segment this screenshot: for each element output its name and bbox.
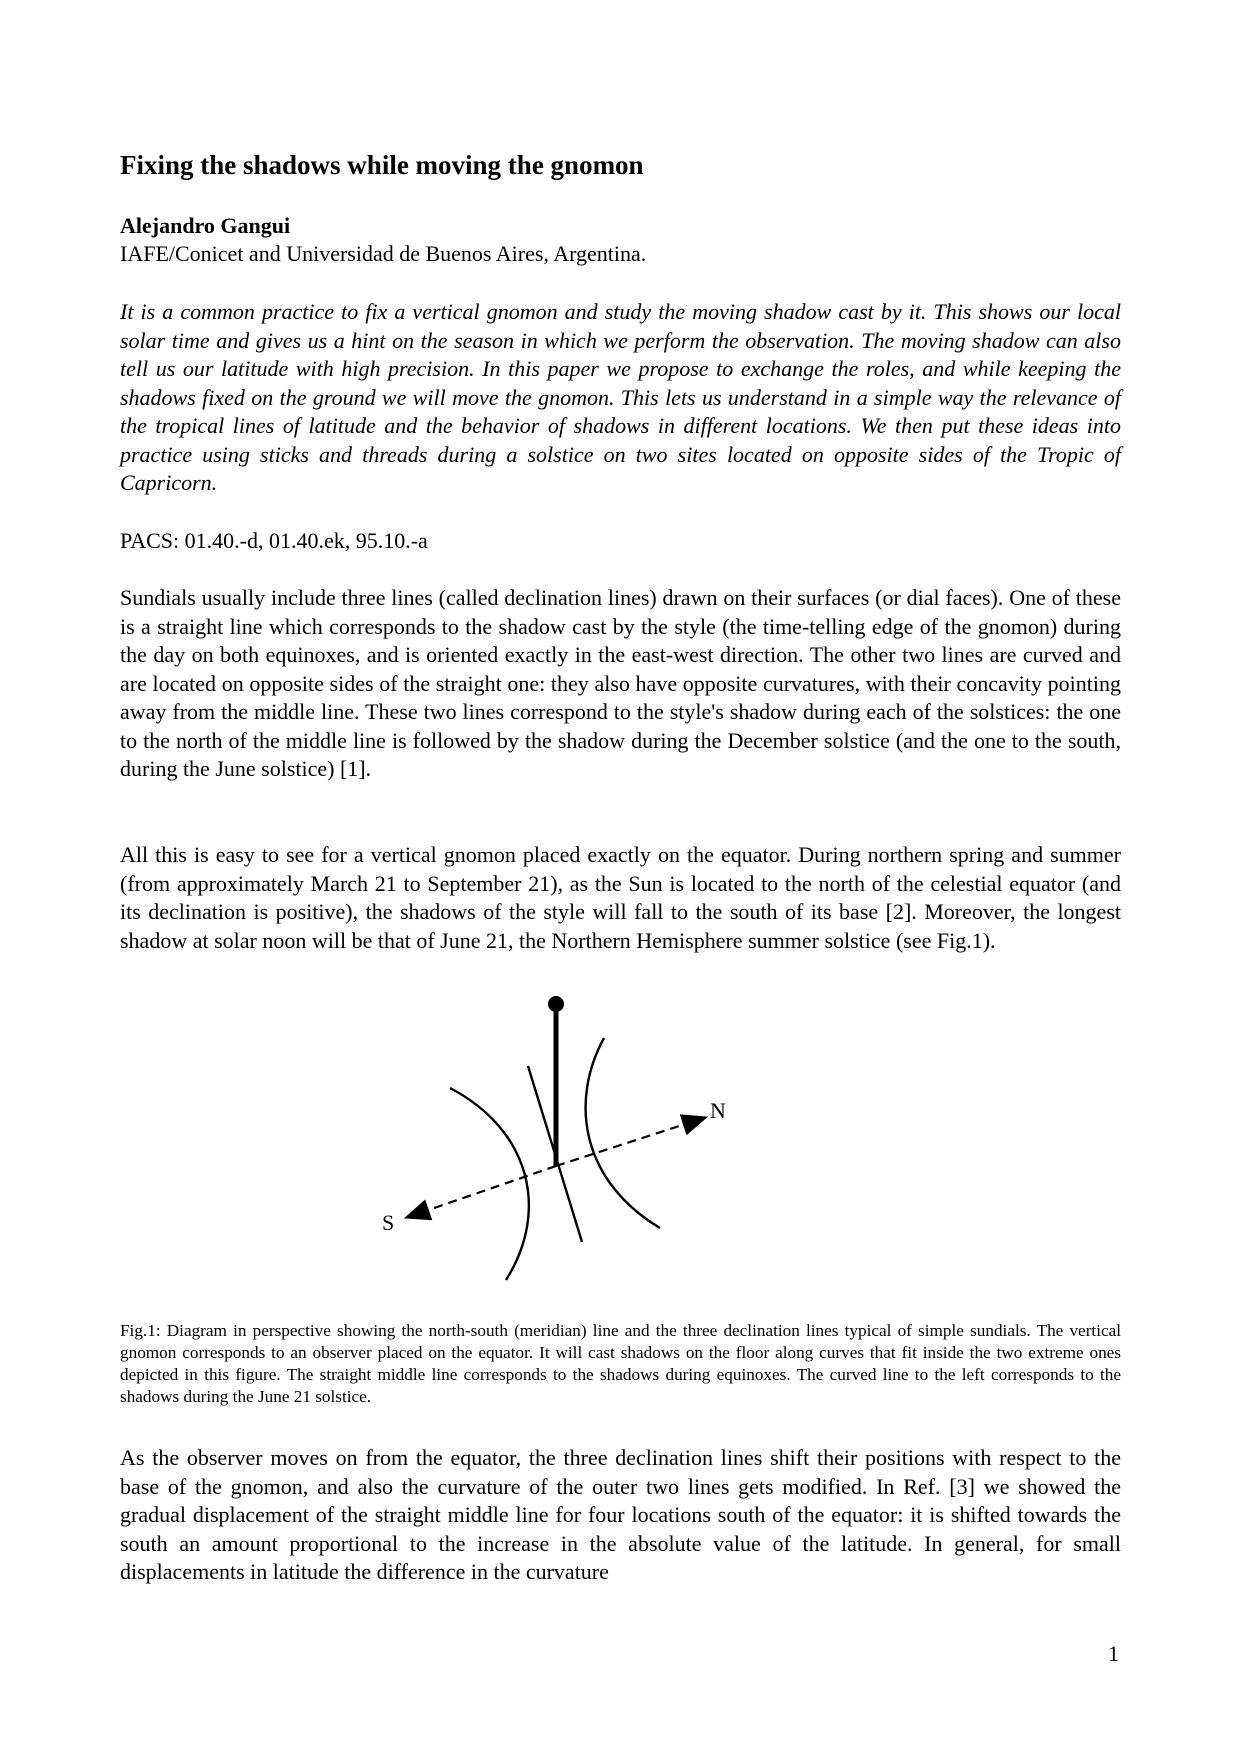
body-paragraph-2: All this is easy to see for a vertical gnomon placed exactly on the equator. During northern spring and summer (from approximately March 21 to September 21), as the Sun is located to the north of the celestial equator (and its declination is positive), the shadows of the style will fall to the south of its base [2]. Moreover, the longest shadow at solar noon will be that of June 21, the Northern Hemisphere summer solstice (see Fig.1). xyxy=(120,842,1121,953)
figure-1-caption: Fig.1: Diagram in perspective showing the north-south (meridian) line and the three declination lines typical of simple sundials. The vertical gnomon corresponds to an observer placed on the equator. It will cast shadows on the floor along curves that fit inside the two extreme ones depicted in this figure. The straight middle line corresponds to the shadows during equinoxes. The curved line to the left corresponds to the shadows during the June 21 solstice. xyxy=(120,1321,1121,1406)
declination-lines-diagram xyxy=(382,990,830,1310)
body-paragraph-1: Sundials usually include three lines (called declination lines) drawn on their surfaces (or dial faces). One of these is a straight line which corresponds to the shadow cast by the style (the time-telling edge of the gnomon) during the day on both equinoxes, and is oriented exactly in the east-west direction. The other two lines are curved and are located on opposite sides of the straight one: they also have opposite curvatures, with their concavity pointing away from the middle line. These two lines correspond to the style's shadow during each of the solstices: the one to the north of the middle line is followed by the shadow during the December solstice (and the one to the south, during the June solstice) [1]. xyxy=(120,585,1121,781)
page-number: 1 xyxy=(1108,1641,1119,1666)
body-paragraph-3: As the observer moves on from the equator, the three declination lines shift their positions with respect to the base of the gnomon, and also the curvature of the outer two lines gets modified. In Ref. [3] we showed the gradual displacement of the straight middle line for four locations south of the equator: it is shifted towards the south an amount proportional to the increase in the absolute value of the latitude. In general, for small displacements in latitude the difference in the curvature xyxy=(120,1445,1121,1584)
meridian-line-south xyxy=(408,1166,556,1217)
figure-1-diagram xyxy=(382,990,830,1310)
pacs-codes: PACS: 01.40.-d, 01.40.ek, 95.10.-a xyxy=(120,528,428,553)
june-solstice-curve xyxy=(450,1088,529,1280)
author-name: Alejandro Gangui xyxy=(120,213,291,238)
gnomon-tip xyxy=(548,996,564,1012)
author-affiliation: IAFE/Conicet and Universidad de Buenos Aires, Argentina. xyxy=(120,241,647,266)
paper-title: Fixing the shadows while moving the gnomon xyxy=(120,150,644,180)
south-label: S xyxy=(382,1210,395,1235)
december-solstice-curve xyxy=(586,1038,660,1228)
abstract: It is a common practice to fix a vertical gnomon and study the moving shadow cast by it. This shows our local solar time and gives us a hint on the season in which we perform the observation. The moving shadow can also tell us our latitude with high precision. In this paper we propose to exchange the roles, and while keeping the shadows fixed on the ground we will move the gnomon. This lets us understand in a simple way the relevance of the tropical lines of latitude and the behavior of shadows in different locations. We then put these ideas into practice using sticks and threads during a solstice on two sites located on opposite sides of the Tropic of Capricorn. xyxy=(120,299,1121,495)
north-label: N xyxy=(710,1098,726,1123)
meridian-line-north xyxy=(556,1118,704,1166)
